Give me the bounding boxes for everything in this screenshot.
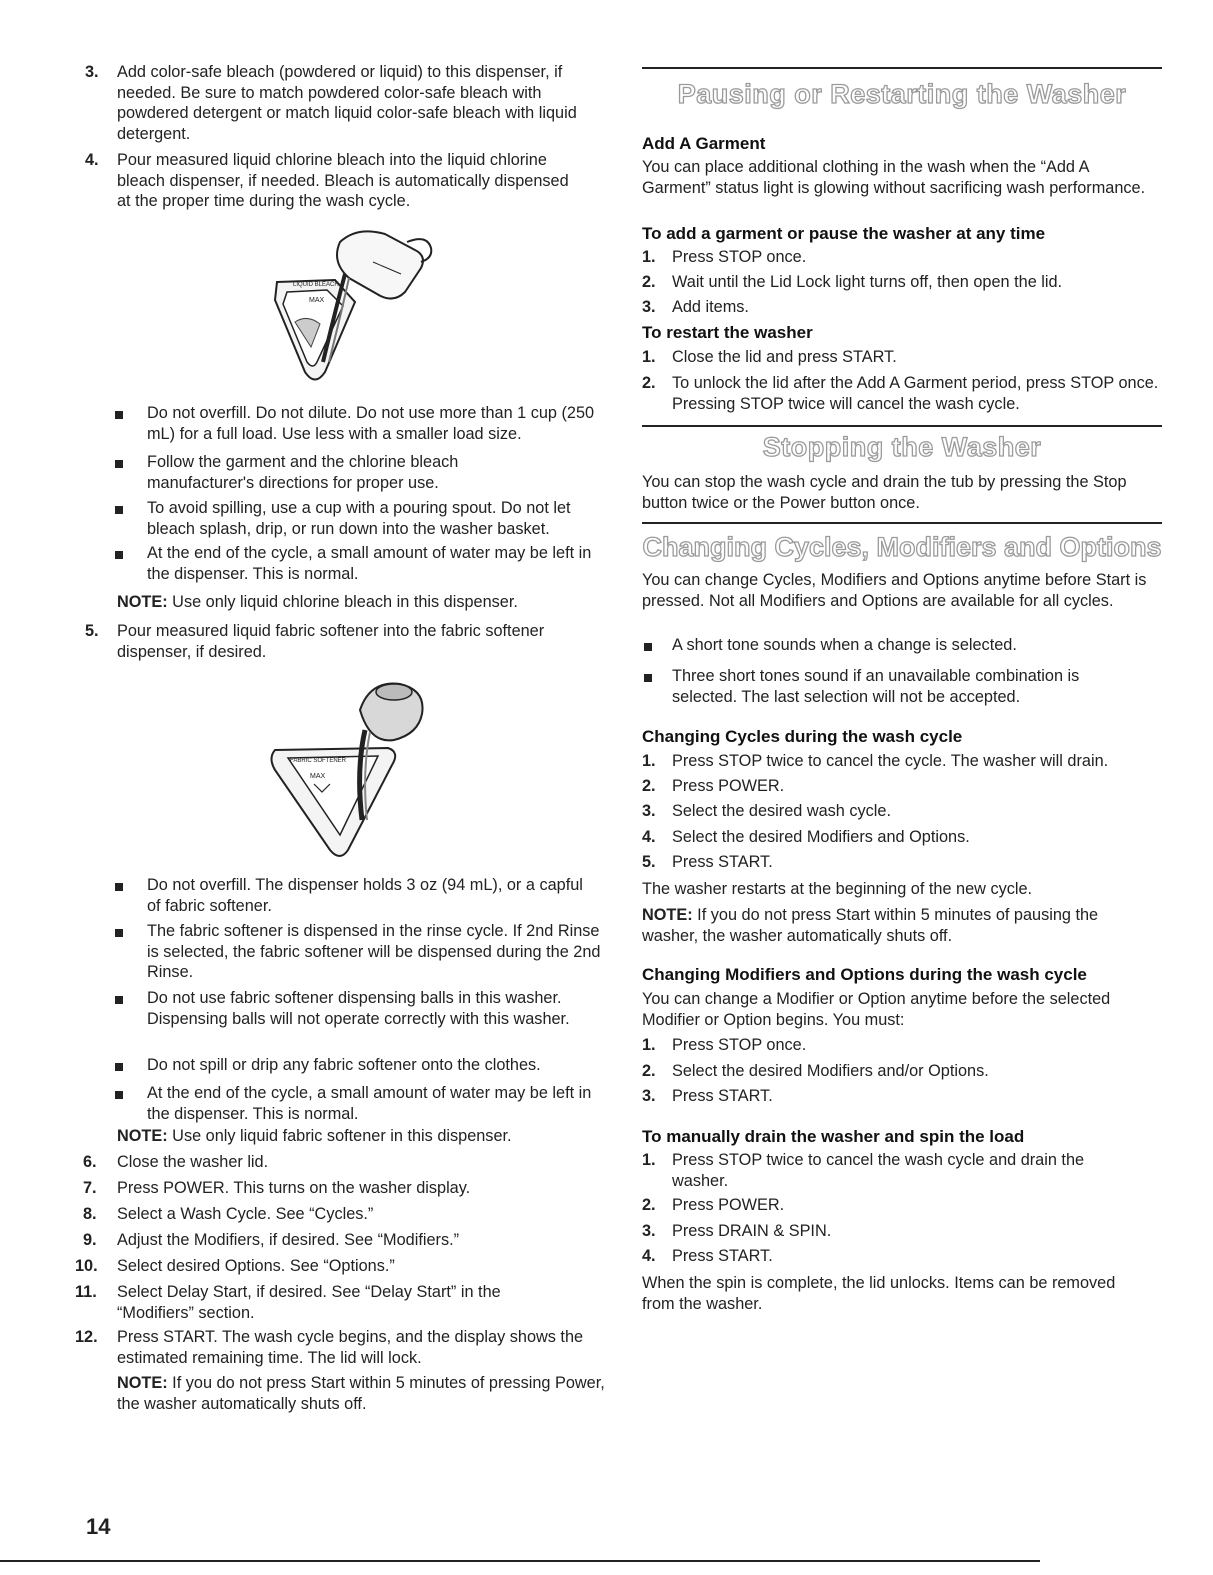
step-9 (85, 1230, 615, 1251)
step-text: Select desired Options. See “Options.” (117, 1257, 395, 1275)
step-number: 10. (75, 1257, 98, 1275)
bullet-icon (115, 1063, 123, 1071)
step-3 (85, 62, 615, 144)
step-text: Press START. The wash cycle begins, and the display shows the estimated remaining time. The lid will lock. (117, 1328, 584, 1367)
add-step-1 (642, 247, 1162, 268)
step-text: Press STOP once. (672, 248, 807, 266)
bleach-bullet-1: Do not overfill. Do not dilute. Do not use more than 1 cup (250 mL) for a full load. Use less with a smaller load size. (147, 404, 595, 443)
note-label: NOTE: (642, 906, 693, 924)
bleach-dispenser-illustration (265, 222, 435, 392)
step-text: Press POWER. (672, 777, 785, 795)
softener-bullet-5: At the end of the cycle, a small amount of water may be left in the dispenser. This is normal. (147, 1084, 592, 1123)
modifiers-step-1 (642, 1035, 1162, 1056)
step-text: Close the lid and press START. (672, 348, 897, 366)
changing-cycles-heading: Changing Cycles during the wash cycle (642, 727, 963, 746)
softener-bullet-1: Do not overfill. The dispenser holds 3 oz (94 mL), or a capful of fabric softener. (147, 876, 583, 915)
step-text: Add color-safe bleach (powdered or liquid) to this dispenser, if needed. Be sure to match powdered color-safe bleach with powdered detergent or match liquid color-safe bleach with liquid detergent. (117, 63, 577, 143)
bullet-icon (115, 506, 123, 514)
step-number: 4. (642, 1247, 656, 1265)
step-text: Select the desired wash cycle. (672, 802, 892, 820)
step-text: Pour measured liquid fabric softener into the fabric softener dispenser, if desired. (117, 622, 545, 661)
restart-step-1 (642, 347, 1162, 368)
step-text: Press POWER. This turns on the washer display. (117, 1179, 471, 1197)
step-number: 6. (83, 1153, 97, 1171)
modifiers-text: You can change a Modifier or Option anytime before the selected Modifier or Option begins. You must: (642, 990, 1111, 1029)
step-number: 1. (642, 1036, 656, 1054)
bullet-icon (115, 1091, 123, 1099)
changing-bullet-2: Three short tones sound if an unavailable combination is selected. The last selection will not be accepted. (672, 667, 1080, 706)
step-text: Press START. (672, 1087, 773, 1105)
note-softener (117, 1126, 617, 1147)
add-pause-heading: To add a garment or pause the washer at any time (642, 224, 1046, 243)
step-text: Press DRAIN & SPIN. (672, 1222, 832, 1240)
cycles-step-2 (642, 776, 1162, 797)
step-6 (85, 1152, 615, 1173)
bleach-label: LIQUID BLEACH (293, 282, 339, 288)
add-garment-text: You can place additional clothing in the wash when the “Add A Garment” status light is glowing without sacrificing wash performance. (642, 158, 1146, 197)
drain-step-1 (642, 1150, 1142, 1191)
cycles-step-5 (642, 852, 1162, 873)
step-text: Press STOP twice to cancel the wash cycle and drain the washer. (672, 1151, 1085, 1190)
step-number: 1. (642, 348, 656, 366)
note-label: NOTE: (117, 593, 168, 611)
step-number: 11. (75, 1283, 97, 1301)
bullet-icon (115, 996, 123, 1004)
note-power (117, 1373, 617, 1414)
softener-label: FABRIC SOFTENER (290, 758, 347, 764)
section-divider (642, 522, 1162, 524)
step-number: 3. (85, 63, 99, 81)
note-pausing (642, 905, 1157, 946)
page-number: 14 (86, 1514, 111, 1539)
step-number: 12. (75, 1328, 98, 1346)
add-step-2 (642, 272, 1162, 293)
step-text: Press STOP twice to cancel the cycle. The washer will drain. (672, 752, 1109, 770)
step-number: 4. (85, 151, 99, 169)
modifiers-step-3 (642, 1086, 1162, 1107)
step-text: To unlock the lid after the Add A Garment period, press STOP once. Pressing STOP twice will cancel the wash cycle. (672, 374, 1159, 413)
add-step-3 (642, 297, 1162, 318)
modifiers-step-2 (642, 1061, 1162, 1082)
step-number: 2. (642, 1196, 656, 1214)
note-text: Use only liquid chlorine bleach in this dispenser. (167, 593, 518, 611)
fabric-softener-dispenser-illustration (270, 670, 450, 865)
note-bleach (117, 592, 617, 613)
step-4 (85, 150, 585, 212)
bullet-icon (115, 883, 123, 891)
bleach-bullet-2: Follow the garment and the chlorine bleach manufacturer's directions for proper use. (147, 453, 459, 492)
changing-section-title: Changing Cycles, Modifiers and Options (642, 532, 1162, 562)
step-text: Adjust the Modifiers, if desired. See “Modifiers.” (117, 1231, 460, 1249)
stopping-section-title: Stopping the Washer (762, 432, 1042, 462)
bleach-max-label: MAX (309, 297, 325, 304)
drain-step-2 (642, 1195, 1162, 1216)
step-number: 2. (642, 273, 656, 291)
bullet-icon (115, 411, 123, 419)
drain-step-3 (642, 1221, 1162, 1242)
changing-bullet-1: A short tone sounds when a change is selected. (672, 636, 1017, 654)
step-number: 1. (642, 752, 656, 770)
section-divider (642, 425, 1162, 427)
step-text: Add items. (672, 298, 749, 316)
manual-drain-heading: To manually drain the washer and spin the load (642, 1127, 1025, 1146)
step-text: Select the desired Modifiers and Options. (672, 828, 970, 846)
step-text: Press START. (672, 1247, 773, 1265)
bullet-icon (115, 460, 123, 468)
note-text: If you do not press Start within 5 minutes of pressing Power, the washer automatically shuts off. (117, 1374, 605, 1413)
step-10 (75, 1256, 615, 1277)
drain-step-4 (642, 1246, 1162, 1267)
changing-text: You can change Cycles, Modifiers and Options anytime before Start is pressed. Not all Modifiers and Options are available for all cycles. (642, 571, 1147, 610)
step-11 (75, 1282, 555, 1323)
bleach-bullet-3: To avoid spilling, use a cup with a pouring spout. Do not let bleach splash, drip, or run down into the washer basket. (147, 499, 571, 538)
changing-modifiers-heading: Changing Modifiers and Options during the wash cycle (642, 965, 1087, 984)
step-number: 5. (642, 853, 656, 871)
step-text: Press STOP once. (672, 1036, 807, 1054)
add-garment-heading: Add A Garment (642, 134, 766, 153)
note-label: NOTE: (117, 1127, 168, 1145)
step-number: 2. (642, 1062, 656, 1080)
step-number: 3. (642, 298, 656, 316)
step-number: 3. (642, 1087, 656, 1105)
note-text: If you do not press Start within 5 minutes of pausing the washer, the washer automatically shuts off. (642, 906, 1099, 945)
bullet-icon (644, 643, 652, 651)
step-number: 7. (83, 1179, 97, 1197)
step-text: Press START. (672, 853, 773, 871)
step-text: Pour measured liquid chlorine bleach into the liquid chlorine bleach dispenser, if needed. Bleach is automatically dispensed at the proper time during the wash cycle. (117, 151, 569, 210)
note-text: Use only liquid fabric softener in this dispenser. (167, 1127, 512, 1145)
step-text: Press POWER. (672, 1196, 785, 1214)
step-number: 3. (642, 1222, 656, 1240)
footer-divider (0, 1560, 1040, 1562)
bleach-bullet-4: At the end of the cycle, a small amount of water may be left in the dispenser. This is normal. (147, 544, 592, 583)
restart-heading: To restart the washer (642, 323, 813, 342)
step-number: 5. (85, 622, 99, 640)
note-label: NOTE: (117, 1374, 168, 1392)
step-7 (85, 1178, 615, 1199)
step-text: Select a Wash Cycle. See “Cycles.” (117, 1205, 374, 1223)
restart-info-text: The washer restarts at the beginning of the new cycle. (642, 880, 1033, 898)
step-text: Close the washer lid. (117, 1153, 269, 1171)
step-number: 1. (642, 248, 656, 266)
step-number: 3. (642, 802, 656, 820)
softener-bullet-2: The fabric softener is dispensed in the rinse cycle. If 2nd Rinse is selected, the fabric softener will be dispensed during the 2nd Rinse. (147, 922, 601, 981)
bullet-icon (115, 929, 123, 937)
softener-bullet-3: Do not use fabric softener dispensing balls in this washer. Dispensing balls will not operate correctly with this washer. (147, 989, 570, 1028)
step-number: 8. (83, 1205, 97, 1223)
step-number: 2. (642, 374, 656, 392)
step-text: Select Delay Start, if desired. See “Delay Start” in the “Modifiers” section. (117, 1283, 501, 1322)
cycles-step-1 (642, 751, 1162, 772)
stopping-text: You can stop the wash cycle and drain the tub by pressing the Stop button twice or the Power button once. (642, 473, 1127, 512)
bullet-icon (115, 551, 123, 559)
pausing-section-title: Pausing or Restarting the Washer (677, 79, 1127, 109)
step-5 (85, 621, 605, 662)
section-divider (642, 67, 1162, 69)
step-12 (75, 1327, 615, 1368)
step-number: 9. (83, 1231, 97, 1249)
step-text: Select the desired Modifiers and/or Options. (672, 1062, 989, 1080)
drain-final-text: When the spin is complete, the lid unlocks. Items can be removed from the washer. (642, 1274, 1116, 1313)
step-number: 4. (642, 828, 656, 846)
step-number: 2. (642, 777, 656, 795)
restart-step-2 (642, 373, 1162, 414)
softener-max-label: MAX (310, 773, 326, 780)
step-8 (85, 1204, 615, 1225)
softener-bullet-4: Do not spill or drip any fabric softener onto the clothes. (147, 1056, 541, 1074)
step-number: 1. (642, 1151, 656, 1169)
step-text: Wait until the Lid Lock light turns off, then open the lid. (672, 273, 1063, 291)
cycles-step-4 (642, 827, 1162, 848)
bullet-icon (644, 674, 652, 682)
cycles-step-3 (642, 801, 1162, 822)
